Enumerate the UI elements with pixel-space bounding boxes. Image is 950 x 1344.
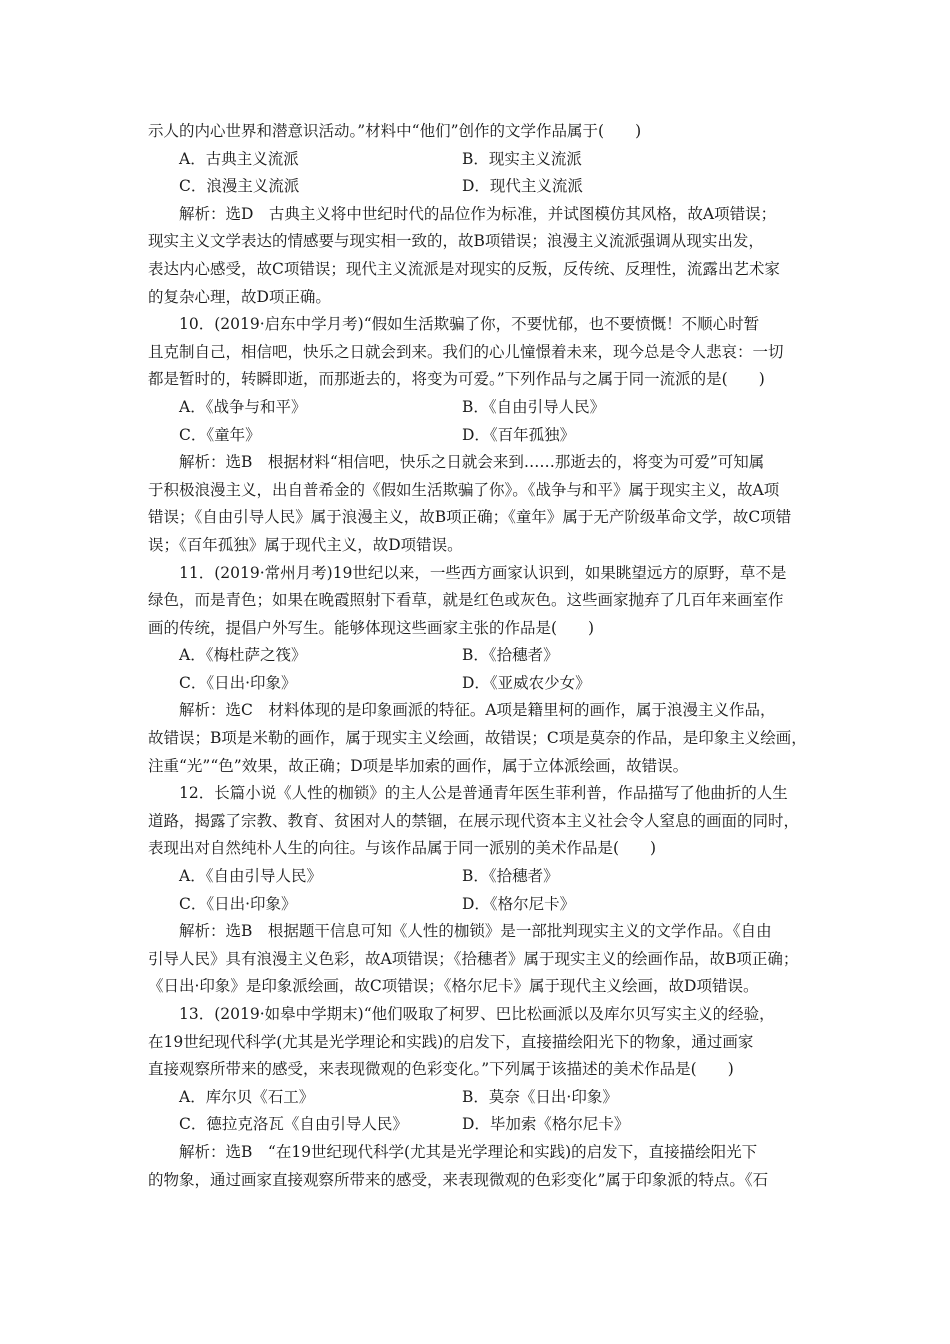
question-10-analysis-line: 解析：选B 根据材料“相信吧，快乐之日就会来到……那逝去的，将变为可爱”可知属 <box>179 453 765 472</box>
question-11-analysis-line: 注重“光”“色”效果，故正确；D项是毕加索的画作，属于立体派绘画，故错误。 <box>148 756 689 775</box>
question-11-stem-line: 绿色，而是青色；如果在晚霞照射下看草，就是红色或灰色。这些画家抛弃了几百年来画室作 <box>148 591 784 610</box>
question-12-analysis-line: 《日出·印象》是印象派绘画，故C项错误；《格尔尼卡》属于现代主义绘画，故D项错误。 <box>148 977 759 996</box>
question-9-analysis-line: 解析：选D 古典主义将中世纪时代的品位作为标准，并试图模仿其风格，故A项错误； <box>179 204 777 223</box>
question-9-option-a: A．古典主义流派 <box>179 149 299 168</box>
question-12-analysis-line: 引导人民》具有浪漫主义色彩，故A项错误；《拾穗者》属于现实主义的绘画作品，故B项正确； <box>148 949 799 968</box>
question-12-stem-line: 12．长篇小说《人性的枷锁》的主人公是普通青年医生菲利普，作品描写了他曲折的人生 <box>179 784 788 803</box>
question-9-option-d: D．现代主义流派 <box>462 177 583 196</box>
question-11-stem-line: 11．(2019·常州月考)19世纪以来，一些西方画家认识到，如果眺望远方的原野，草不是 <box>179 563 787 582</box>
question-9-options-row2 <box>148 173 810 201</box>
question-13-options-row2 <box>148 1111 810 1139</box>
question-11-option-b: B．《拾穗者》 <box>462 646 559 665</box>
question-13-option-a: A．库尔贝《石工》 <box>179 1087 315 1106</box>
question-9-analysis-line: 表达内心感受，故C项错误；现代主义流派是对现实的反叛，反传统、反理性，流露出艺术家 <box>148 259 780 278</box>
question-10-stem-line: 都是暂时的，转瞬即逝，而那逝去的，将变为可爱。”下列作品与之属于同一流派的是( ) <box>148 370 765 389</box>
question-9-analysis-line: 的复杂心理，故D项正确。 <box>148 287 331 306</box>
question-10-stem-line: 且克制自己，相信吧，快乐之日就会到来。我们的心儿憧憬着未来，现今总是令人悲哀：一切 <box>148 342 784 361</box>
question-10-option-c: C．《童年》 <box>179 425 261 444</box>
question-12-option-b: B．《拾穗者》 <box>462 867 559 886</box>
question-9-stem: 示人的内心世界和潜意识活动。”材料中“他们”创作的文学作品属于( ) <box>148 122 642 140</box>
question-13-option-b: B．莫奈《日出·印象》 <box>462 1087 618 1106</box>
question-10-options-row2 <box>148 422 810 450</box>
question-11-options-row1 <box>148 642 810 670</box>
question-11-options-row2 <box>148 670 810 698</box>
question-10-option-d: D．《百年孤独》 <box>462 425 576 444</box>
question-12-option-d: D．《格尔尼卡》 <box>462 894 576 913</box>
question-9-options-row1 <box>148 146 810 174</box>
document-page <box>148 118 810 1194</box>
question-11-analysis-line: 解析：选C 材料体现的是印象画派的特征。A项是籍里柯的画作，属于浪漫主义作品， <box>179 701 776 720</box>
question-13-stem-line: 直接观察所带来的感受，来表现微观的色彩变化。”下列属于该描述的美术作品是( ) <box>148 1060 734 1079</box>
question-12-options-row2 <box>148 891 810 919</box>
question-12-stem-line: 表现出对自然纯朴人生的向往。与该作品属于同一派别的美术作品是( ) <box>148 839 657 858</box>
question-10-option-a: A．《战争与和平》 <box>179 397 307 416</box>
question-12-options-row1 <box>148 863 810 891</box>
question-13-options-row1 <box>148 1084 810 1112</box>
question-11-option-a: A．《梅杜萨之筏》 <box>179 646 307 665</box>
question-13-analysis-line: 解析：选B “在19世纪现代科学(尤其是光学理论和实践)的启发下，直接描绘阳光下 <box>179 1142 758 1161</box>
question-11-option-d: D．《亚威农少女》 <box>462 673 591 692</box>
question-11-option-c: C．《日出·印象》 <box>179 673 297 692</box>
question-12-option-c: C．《日出·印象》 <box>179 894 297 913</box>
question-9-analysis-line: 现实主义文学表达的情感要与现实相一致的，故B项错误；浪漫主义流派强调从现实出发， <box>148 232 764 251</box>
question-13-analysis-line: 的物象，通过画家直接观察所带来的感受，来表现微观的色彩变化”属于印象派的特点。《石 <box>148 1170 769 1189</box>
question-12-option-a: A．《自由引导人民》 <box>179 867 322 886</box>
question-11-stem-line: 画的传统，提倡户外写生。能够体现这些画家主张的作品是( ) <box>148 618 595 637</box>
question-10-analysis-line: 误；《百年孤独》属于现代主义，故D项错误。 <box>148 535 463 554</box>
question-13-stem-line: 在19世纪现代科学(尤其是光学理论和实践)的启发下，直接描绘阳光下的物象，通过画家 <box>148 1032 754 1051</box>
question-9-option-c: C．浪漫主义流派 <box>179 177 300 196</box>
question-13-option-c: C．德拉克洛瓦《自由引导人民》 <box>179 1115 408 1134</box>
question-13-stem-line: 13．(2019·如皋中学期末)“他们吸取了柯罗、巴比松画派以及库尔贝写实主义的经验， <box>179 1005 775 1023</box>
question-10-analysis-line: 错误；《自由引导人民》属于浪漫主义，故B项正确；《童年》属于无产阶级革命文学，故C项错 <box>148 508 792 527</box>
question-12-analysis-line: 解析：选B 根据题干信息可知《人性的枷锁》是一部批判现实主义的文学作品。《自由 <box>179 922 772 941</box>
question-9-option-b: B．现实主义流派 <box>462 149 582 168</box>
question-12-stem-line: 道路，揭露了宗教、教育、贫困对人的禁锢，在展示现代资本主义社会令人窒息的画面的同时， <box>148 811 800 830</box>
question-10-options-row1 <box>148 394 810 422</box>
question-11-analysis-line: 故错误；B项是米勒的画作，属于现实主义绘画，故错误；C项是莫奈的作品，是印象主义绘画， <box>148 729 807 748</box>
question-10-stem-line: 10．(2019·启东中学月考)“假如生活欺骗了你，不要忧郁，也不要愤慨！不顺心时暂 <box>179 315 760 334</box>
question-10-analysis-line: 于积极浪漫主义，出自普希金的《假如生活欺骗了你》。《战争与和平》属于现实主义，故A项 <box>148 480 780 499</box>
question-10-option-b: B．《自由引导人民》 <box>462 397 606 416</box>
question-13-option-d: D．毕加索《格尔尼卡》 <box>462 1115 630 1134</box>
